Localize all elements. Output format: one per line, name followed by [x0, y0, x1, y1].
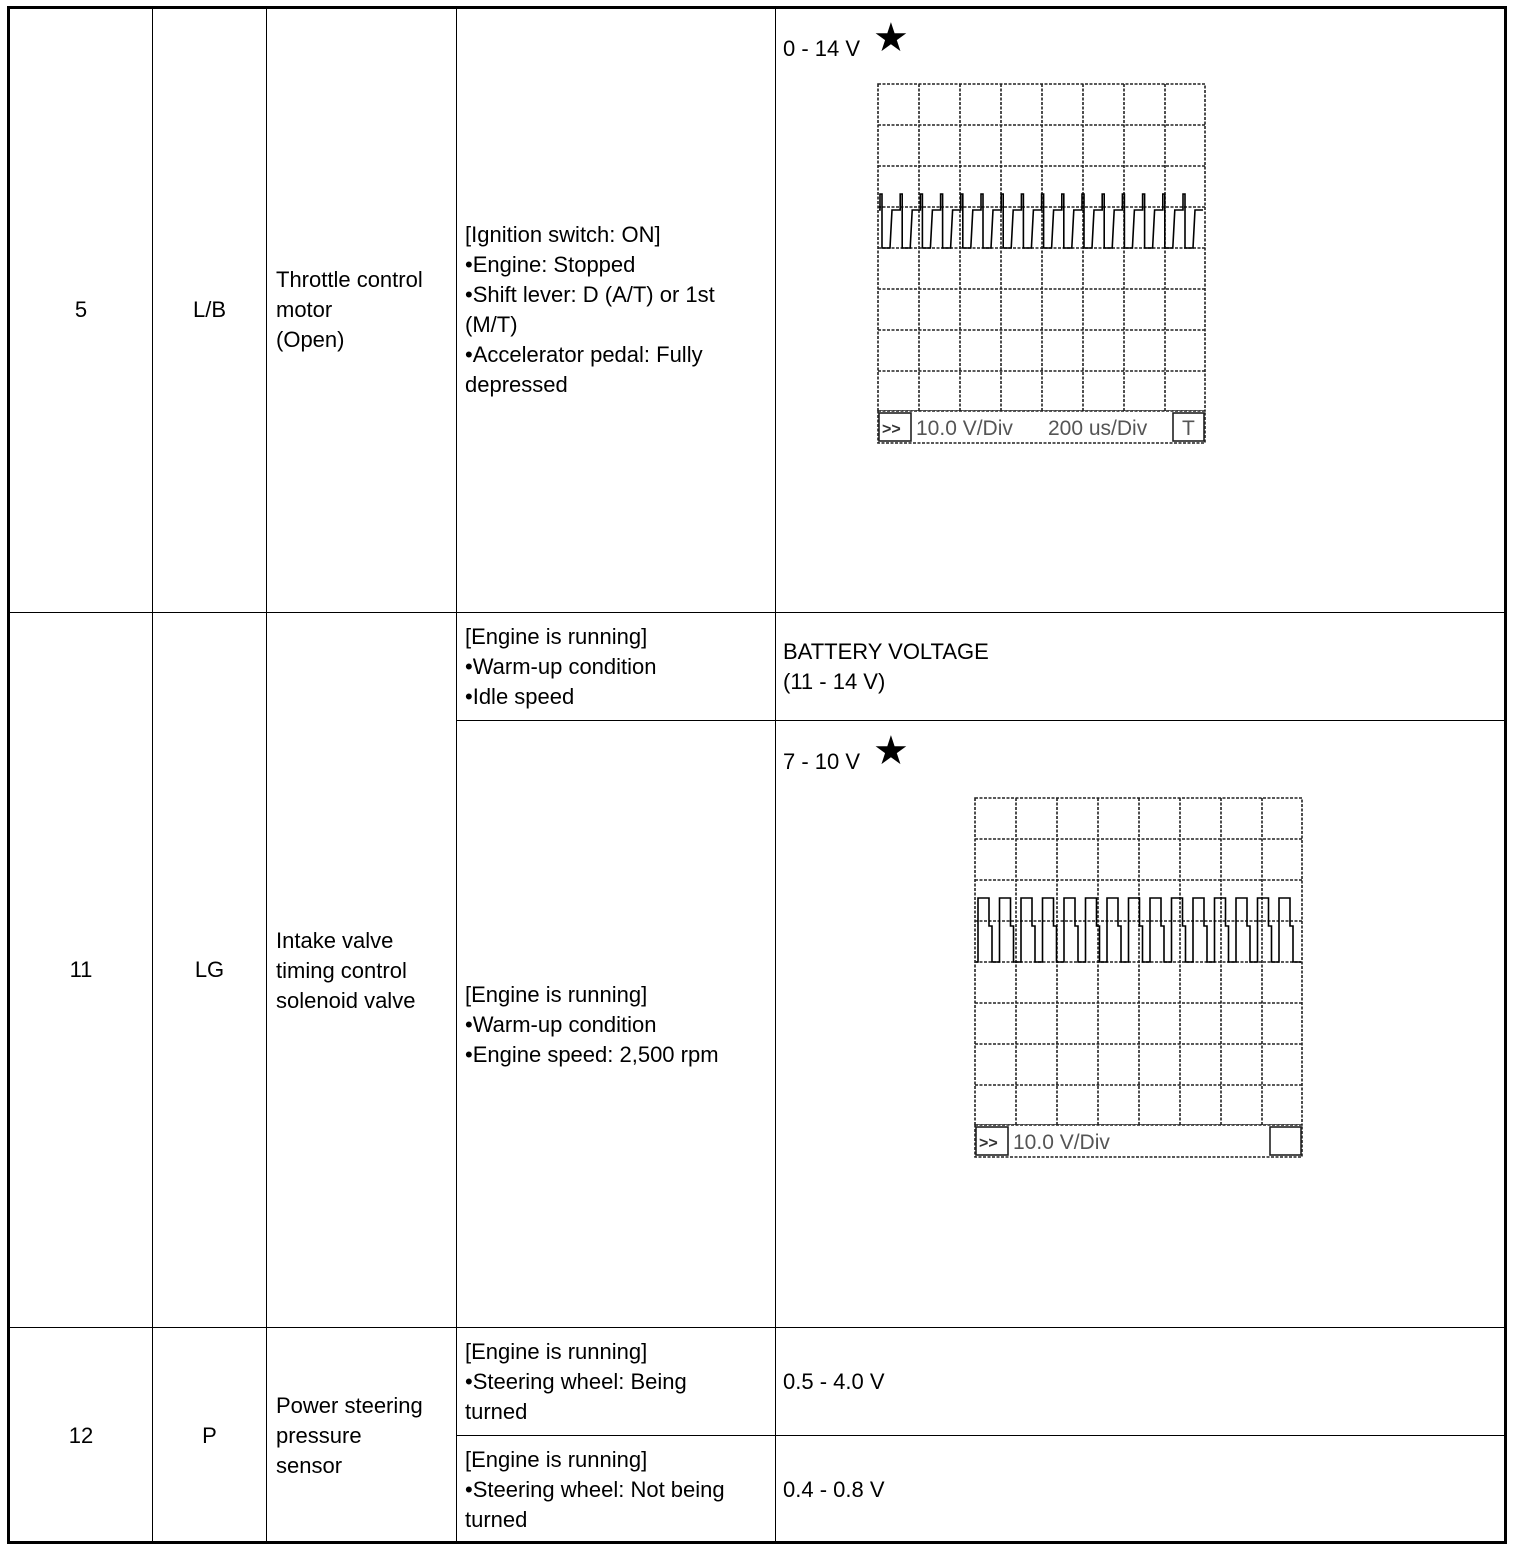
terminal-number: 5 — [74, 297, 88, 322]
condition-line: turned — [465, 1399, 528, 1424]
star-icon: ★ — [873, 729, 909, 773]
item-line: Throttle control — [276, 267, 423, 292]
data-table — [7, 6, 1507, 1544]
condition-line: •Engine speed: 2,500 rpm — [465, 1042, 719, 1067]
star-icon: ★ — [873, 16, 909, 60]
row-divider — [7, 1327, 1507, 1328]
condition-line: (M/T) — [465, 312, 518, 337]
scope-scale-label: 10.0 V/Div — [916, 417, 1013, 440]
value-label: 7 - 10 V — [783, 749, 861, 774]
waveform-display — [973, 796, 1305, 1162]
condition-line: [Engine is running] — [465, 982, 648, 1007]
condition-line: •Accelerator pedal: Fully — [465, 342, 703, 367]
wire-color: LG — [194, 957, 225, 982]
column-divider — [456, 6, 457, 1544]
waveform-trace — [879, 194, 1203, 248]
item-line: (Open) — [276, 327, 345, 352]
condition-line: •Warm-up condition — [465, 1012, 657, 1037]
condition-line: turned — [465, 1507, 528, 1532]
column-divider — [775, 6, 776, 1544]
condition-line: •Steering wheel: Being — [465, 1369, 687, 1394]
sub-row-divider — [456, 720, 1507, 721]
item-line: motor — [276, 297, 333, 322]
terminal-number: 11 — [69, 957, 93, 982]
item-line: timing control — [276, 958, 407, 983]
condition-line: [Engine is running] — [465, 1339, 648, 1364]
item-line: Power steering — [276, 1393, 423, 1418]
sub-row-divider — [456, 1435, 1507, 1436]
condition-line: [Engine is running] — [465, 1447, 648, 1472]
scope-right-label: T — [1182, 417, 1195, 440]
item-line: pressure — [276, 1423, 362, 1448]
wire-color: P — [202, 1423, 217, 1448]
terminal-number: 12 — [68, 1423, 94, 1448]
condition-line: •Idle speed — [465, 684, 575, 709]
condition-line: •Steering wheel: Not being — [465, 1477, 725, 1502]
condition-line: [Engine is running] — [465, 624, 648, 649]
row-divider — [7, 612, 1507, 613]
scope-time-label: 200 us/Div — [1048, 417, 1148, 440]
wire-color: L/B — [192, 297, 227, 322]
item-line: sensor — [276, 1453, 343, 1478]
scope-left-label: >> — [979, 1135, 998, 1152]
condition-line: depressed — [465, 372, 568, 397]
condition-line: •Shift lever: D (A/T) or 1st — [465, 282, 715, 307]
condition-line: [Ignition switch: ON] — [465, 222, 661, 247]
value-line: BATTERY VOLTAGE — [783, 639, 989, 664]
value-line: (11 - 14 V) — [783, 669, 886, 694]
scope-left-label: >> — [882, 421, 901, 438]
column-divider — [152, 6, 153, 1544]
value-text: 0.5 - 4.0 V — [783, 1369, 885, 1394]
waveform-display — [876, 82, 1208, 448]
scope-scale-label: 10.0 V/Div — [1013, 1131, 1110, 1154]
value-label: 0 - 14 V — [783, 36, 861, 61]
condition-line: •Warm-up condition — [465, 654, 657, 679]
column-divider — [266, 6, 267, 1544]
value-text: 0.4 - 0.8 V — [783, 1477, 885, 1502]
item-line: Intake valve — [276, 928, 394, 953]
item-line: solenoid valve — [276, 988, 416, 1013]
condition-line: •Engine: Stopped — [465, 252, 636, 277]
